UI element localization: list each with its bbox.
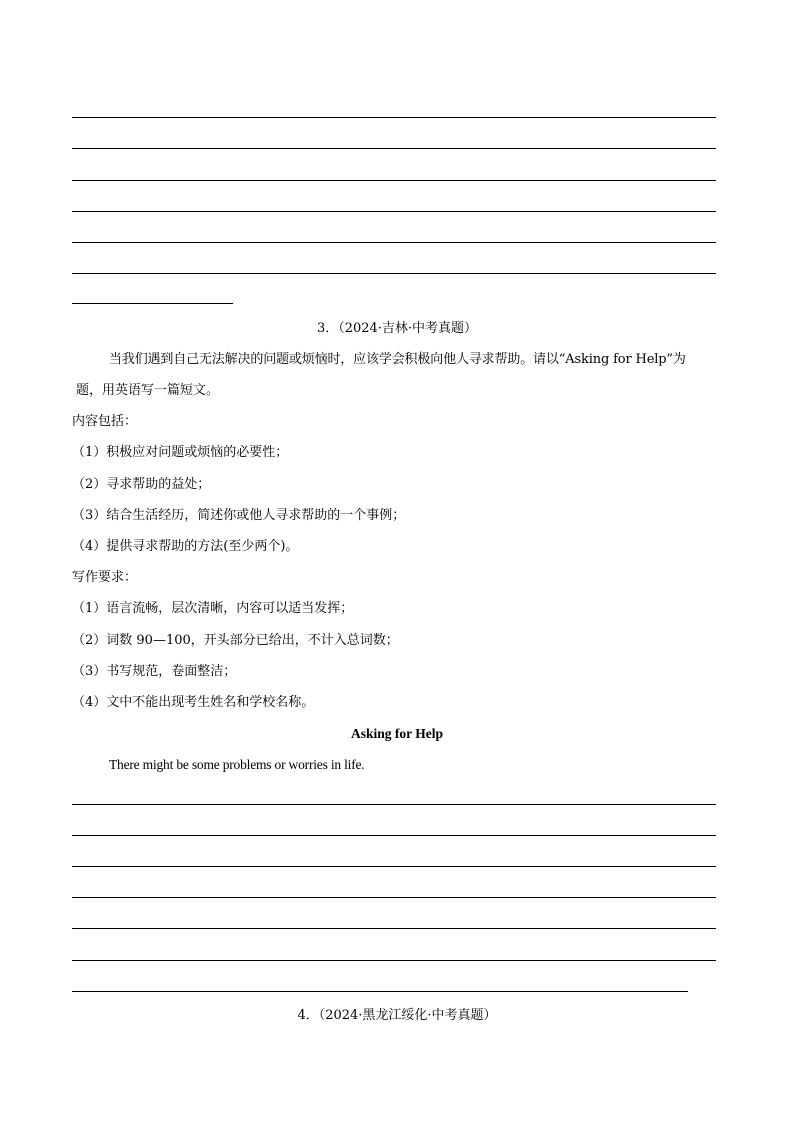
content-item: （2）寻求帮助的益处； [72, 477, 211, 492]
answer-line [72, 960, 716, 961]
answer-line [72, 148, 716, 149]
requirements-heading: 写作要求： [72, 570, 138, 585]
essay-opening-sentence: There might be some problems or worries in life. [109, 757, 365, 772]
answer-line [72, 866, 716, 867]
content-item: （4）提供寻求帮助的方法(至少两个)。 [72, 539, 299, 554]
answer-line [72, 211, 716, 212]
requirement-item: （2）词数 90—100，开头部分已给出，不计入总词数； [72, 633, 399, 648]
answer-line [72, 928, 716, 929]
requirement-item: （1）语言流畅，层次清晰，内容可以适当发挥； [72, 601, 354, 616]
answer-line-short [72, 303, 233, 304]
question-3-prompt-line-1: 当我们遇到自己无法解决的问题或烦恼时，应该学会积极向他人寻求帮助。请以“Asking for Help”为 [109, 352, 686, 367]
content-item: （1）积极应对问题或烦恼的必要性； [72, 445, 289, 460]
requirement-item: （3）书写规范，卷面整洁； [72, 664, 237, 679]
answer-line [72, 804, 716, 805]
question-3-heading: 3．（2024·吉林·中考真题） [316, 321, 478, 336]
answer-line [72, 242, 716, 243]
essay-title: Asking for Help [350, 726, 443, 741]
question-3-prompt-line-2: 题，用英语写一篇短文。 [76, 383, 220, 398]
answer-line [72, 897, 716, 898]
answer-line [72, 273, 716, 274]
answer-line [72, 117, 716, 118]
content-heading: 内容包括： [72, 414, 138, 429]
answer-line [72, 835, 716, 836]
answer-line [72, 180, 716, 181]
question-4-heading: 4．（2024·黑龙江绥化·中考真题） [297, 1008, 497, 1023]
requirement-item: （4）文中不能出现考生姓名和学校名称。 [72, 695, 315, 710]
content-item: （3）结合生活经历，简述你或他人寻求帮助的一个事例； [72, 508, 406, 523]
answer-line [72, 991, 688, 992]
